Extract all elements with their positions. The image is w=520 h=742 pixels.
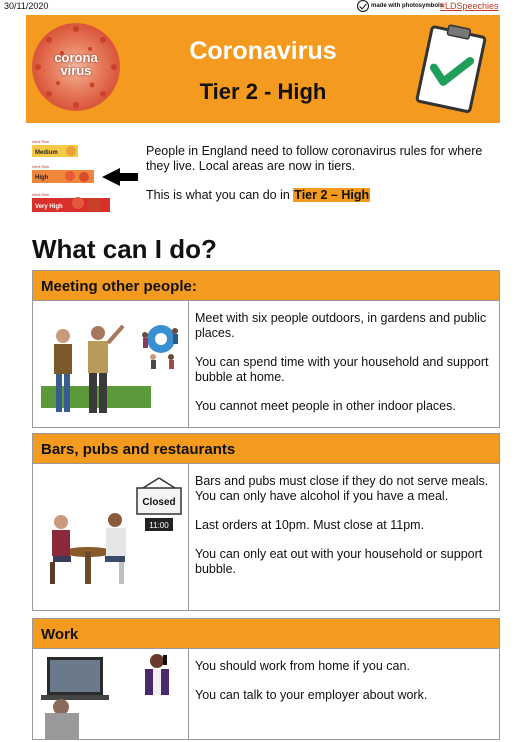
svg-text:Alert Risk: Alert Risk [32,192,50,197]
title-banner [26,15,500,123]
section-heading: What can I do? [32,234,217,264]
closing-time-text: 11:00 [149,521,169,530]
meeting-paragraph: You can spend time with your household and support bubble at home. [195,355,489,384]
page-subtitle: Tier 2 - High [199,79,327,104]
bars-illustration [33,464,189,610]
meeting-illustration [33,301,189,427]
logo-text: corona virus [54,50,98,78]
tier-highlight: Tier 2 – High [294,188,370,202]
restaurant-icon [33,464,189,610]
svg-text:Medium: Medium [35,150,58,156]
meeting-paragraph: Meet with six people outdoors, in gardens and public places. [195,311,487,340]
intro-tier-line: This is what you can do in Tier 2 – High [146,188,370,202]
bars-paragraph: You can only eat out with your household or support bubble. [195,547,483,576]
working-from-home-icon [33,649,189,739]
work-section-title: Work [33,619,499,649]
svg-text:Alert Risk: Alert Risk [32,139,50,144]
hashtag-link[interactable]: #LDSpeechies [440,1,499,11]
work-paragraph: You should work from home if you can. [195,659,410,673]
alert-level-icon [32,137,142,219]
meeting-text [189,301,499,427]
intro-paragraph: People in England need to follow coronavirus rules for where they live. Local areas are now in tiers. [146,144,483,173]
intro-text [146,144,496,217]
bars-paragraph: Bars and pubs must close if they do not serve meals. You can only have alcohol if you have a meal. [195,474,489,503]
photosymbols-badge [357,0,443,12]
page-title: Coronavirus [189,37,337,65]
check-circle-icon [357,0,369,12]
bars-section-title: Bars, pubs and restaurants [33,434,499,464]
meeting-section-title: Meeting other people: [33,271,499,301]
bars-section [32,433,500,611]
top-bar [0,0,520,14]
bars-paragraph: Last orders at 10pm. Must close at 11pm. [195,518,425,532]
bars-text [189,464,499,610]
people-meeting-icon [33,301,189,427]
work-section [32,618,500,740]
svg-text:High: High [35,175,49,181]
closed-sign-text: Closed [142,497,176,508]
meeting-paragraph: You cannot meet people in other indoor places. [195,399,456,413]
svg-text:Alert Risk: Alert Risk [32,164,50,169]
svg-text:Very High: Very High [35,204,63,210]
clipboard-check-icon [410,21,490,117]
work-text [189,649,499,739]
work-illustration [33,649,189,739]
date-text: 30/11/2020 [4,1,49,11]
meeting-section [32,270,500,428]
photosymbols-text: made with photosymbols [371,3,444,9]
work-paragraph: You can talk to your employer about work. [195,688,428,702]
